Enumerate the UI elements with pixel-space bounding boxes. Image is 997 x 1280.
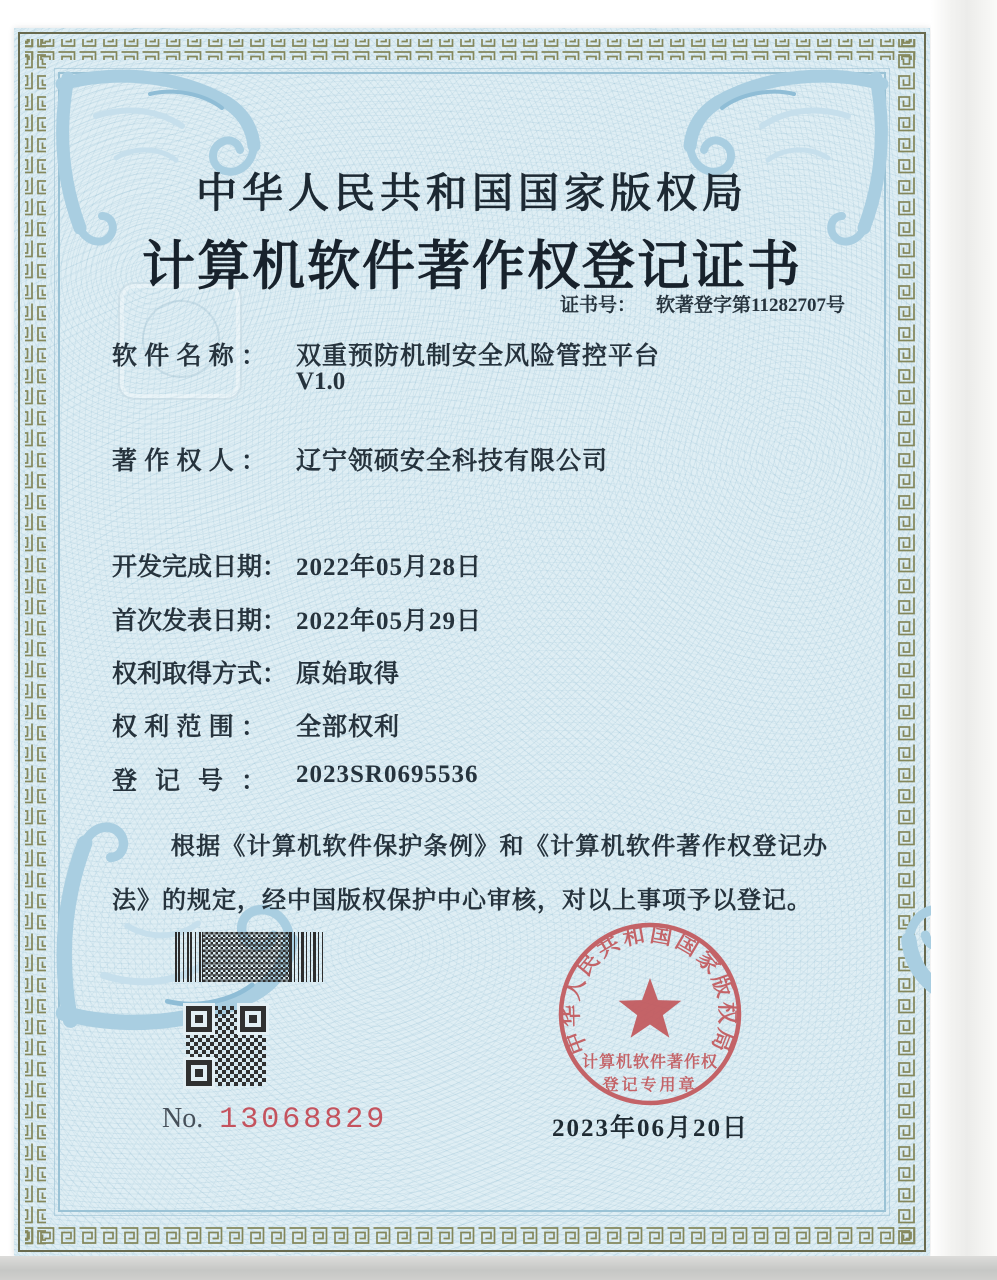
certificate-title: 计算机软件著作权登记证书 xyxy=(142,238,802,296)
serial-number-value: 13068829 xyxy=(219,1103,388,1137)
field-label: 著作权人： xyxy=(112,448,266,475)
field-value-version: V1.0 xyxy=(296,368,346,395)
field-value: 2022年05月28日 xyxy=(296,554,483,581)
field-label: 登记号： xyxy=(112,768,266,795)
field-value: 原始取得 xyxy=(296,661,401,688)
field-label: 权利范围： xyxy=(112,714,266,741)
field-label: 软件名称： xyxy=(112,343,266,370)
certificate-number-value: 软著登字第11282707号 xyxy=(656,295,845,316)
scan-margin-right xyxy=(931,0,997,1280)
serial-number xyxy=(162,1103,387,1137)
field-row-software-name xyxy=(112,336,660,372)
barcode xyxy=(175,932,325,982)
certificate-number xyxy=(560,290,845,317)
issue-date: 2023年06月20日 xyxy=(552,1115,750,1142)
seal-line1: 计算机软件著作权 xyxy=(581,1054,719,1071)
barcode-bars-left-icon xyxy=(175,932,203,982)
field-value: 双重预防机制安全风险管控平台 xyxy=(296,343,661,370)
field-label: 首次发表日期： xyxy=(112,608,288,635)
qr-finder-icon xyxy=(240,1006,266,1032)
field-label: 权利取得方式： xyxy=(112,661,288,688)
field-value: 辽宁领硕安全科技有限公司 xyxy=(296,448,609,475)
field-row-registration-number xyxy=(112,761,478,797)
qr-finder-icon xyxy=(186,1006,212,1032)
barcode-matrix-icon xyxy=(203,932,289,982)
field-value: 2023SR0695536 xyxy=(296,761,479,788)
field-row-copyright-owner xyxy=(112,441,608,477)
field-row-acquisition-method xyxy=(112,654,400,690)
scan-shadow-bottom xyxy=(0,1256,997,1280)
field-row-dev-complete-date xyxy=(112,547,482,583)
field-row-first-publish-date xyxy=(112,601,482,637)
certificate-number-label: 证书号： xyxy=(560,295,637,316)
serial-number-label: No. xyxy=(162,1103,204,1134)
registration-statement: 根据《计算机软件保护条例》和《计算机软件著作权登记办法》的规定，经中国版权保护中心审核，对以上事项予以登记。 xyxy=(112,834,828,914)
field-label: 开发完成日期： xyxy=(112,554,288,581)
seal-ring-text: 中华人民共和国国家版权局 xyxy=(557,921,741,1058)
qr-code-icon xyxy=(186,1006,266,1086)
star-icon xyxy=(619,978,682,1038)
seal-line2: 登记专用章 xyxy=(602,1077,698,1094)
field-value: 2022年05月29日 xyxy=(296,608,483,635)
field-row-rights-scope xyxy=(112,707,400,743)
authority-name: 中华人民共和国国家版权局 xyxy=(196,170,748,216)
certificate-sheet xyxy=(14,28,930,1256)
red-official-seal xyxy=(544,910,756,1122)
barcode-bars-right-icon xyxy=(289,932,325,982)
field-value: 全部权利 xyxy=(296,714,401,741)
qr-finder-icon xyxy=(186,1060,212,1086)
